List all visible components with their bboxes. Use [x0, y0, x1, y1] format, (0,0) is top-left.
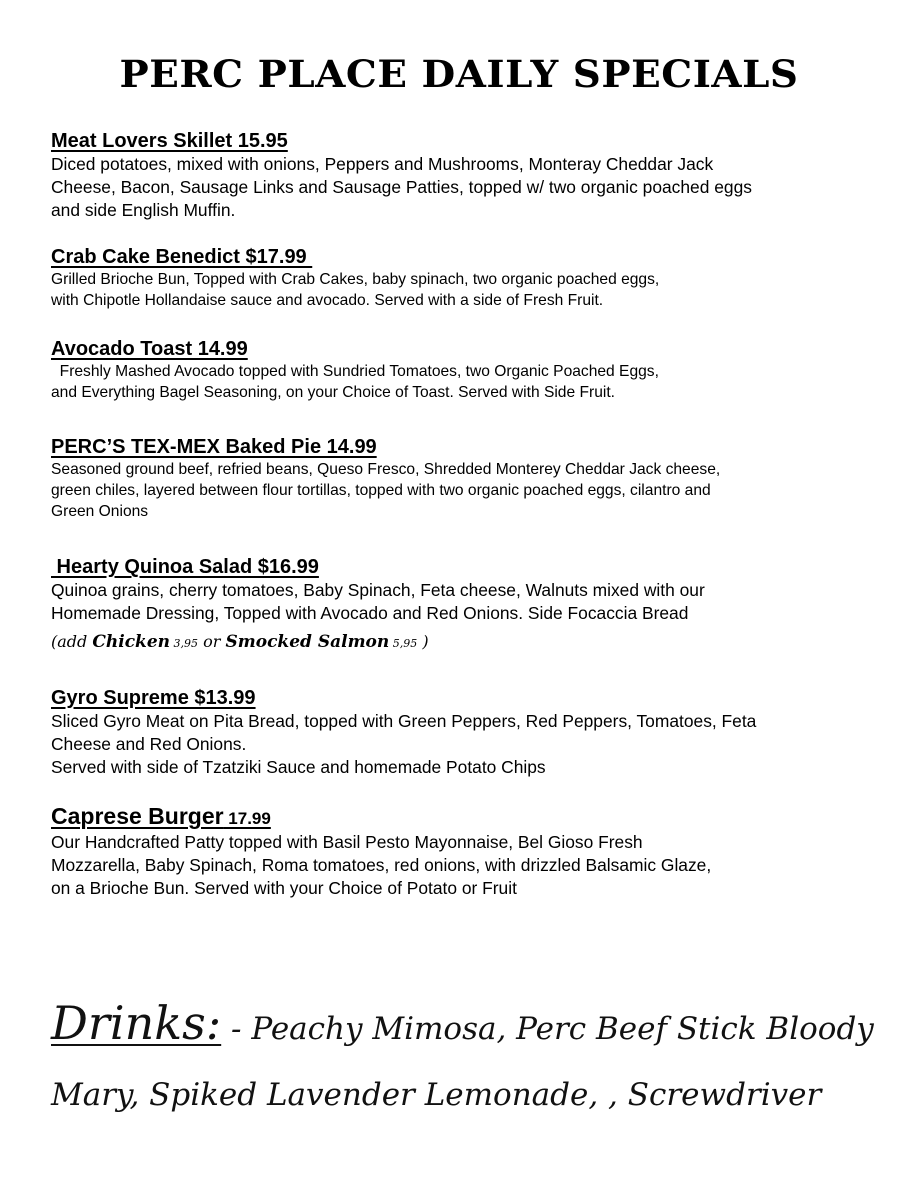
drinks-list-part-1: - Peachy Mimosa, Perc Beef Stick Bloody: [221, 1011, 874, 1047]
drinks-line-1: [51, 990, 891, 1062]
addon-salmon-price: 5,95: [389, 637, 418, 650]
item-title: Meat Lovers Skillet 15.95: [51, 130, 288, 152]
menu-item-avocado-toast: [51, 337, 881, 403]
item-title: Crab Cake Benedict $17.99: [51, 246, 313, 268]
page-title: PERC PLACE DAILY SPECIALS: [119, 52, 799, 96]
description-line: Sliced Gyro Meat on Pita Bread, topped with Green Peppers, Red Peppers, Tomatoes, Feta: [51, 711, 757, 731]
menu-item-hearty-quinoa-salad: [51, 555, 881, 657]
item-description: [51, 153, 881, 222]
item-addon-options: (add Chicken 3,95 or Smocked Salmon 5,95 ): [51, 632, 429, 652]
description-line: Served with side of Tzatziki Sauce and homemade Potato Chips: [51, 757, 546, 777]
drinks-label: Drinks:: [51, 996, 222, 1050]
item-title: [51, 804, 271, 831]
item-name: Caprese Burger: [51, 803, 224, 829]
item-title: PERC’S TEX-MEX Baked Pie 14.99: [51, 436, 377, 458]
item-description: [51, 579, 881, 625]
item-description: [51, 269, 881, 311]
description-line: Homemade Dressing, Topped with Avocado and Red Onions. Side Focaccia Bread: [51, 603, 689, 623]
description-line: and side English Muffin.: [51, 200, 236, 220]
item-description: [51, 459, 881, 522]
item-title: Gyro Supreme $13.99: [51, 687, 256, 709]
item-price: 17.99: [223, 809, 271, 828]
description-line: Green Onions: [51, 503, 149, 520]
description-line: Our Handcrafted Patty topped with Basil Pesto Mayonnaise, Bel Gioso Fresh: [51, 832, 643, 852]
description-line: Cheese and Red Onions.: [51, 734, 247, 754]
menu-item-meat-lovers-skillet: [51, 129, 881, 222]
description-line: Quinoa grains, cherry tomatoes, Baby Spinach, Feta cheese, Walnuts mixed with our: [51, 580, 705, 600]
description-line: Mozzarella, Baby Spinach, Roma tomatoes, red onions, with drizzled Balsamic Glaze,: [51, 855, 712, 875]
addon-chicken-price: 3,95: [170, 637, 199, 650]
menu-item-crab-cake-benedict: [51, 245, 881, 311]
menu-item-caprese-burger: [51, 804, 881, 900]
item-description: [51, 710, 881, 779]
drinks-section: [51, 990, 891, 1128]
menu-item-tex-mex-baked-pie: [51, 435, 881, 522]
description-line: and Everything Bagel Seasoning, on your Choice of Toast. Served with Side Fruit.: [51, 384, 616, 401]
item-title: Hearty Quinoa Salad $16.99: [51, 556, 319, 578]
description-line: with Chipotle Hollandaise sauce and avocado. Served with a side of Fresh Fruit.: [51, 292, 604, 309]
description-line: Diced potatoes, mixed with onions, Peppers and Mushrooms, Monteray Cheddar Jack: [51, 154, 714, 174]
description-line: Cheese, Bacon, Sausage Links and Sausage Patties, topped w/ two organic poached eggs: [51, 177, 752, 197]
description-line: Seasoned ground beef, refried beans, Queso Fresco, Shredded Monterey Cheddar Jack cheese,: [51, 461, 721, 478]
addon-chicken: Chicken: [92, 632, 171, 652]
item-description: [51, 361, 881, 403]
addon-salmon: Smocked Salmon: [225, 632, 390, 652]
description-line: on a Brioche Bun. Served with your Choice of Potato or Fruit: [51, 878, 517, 898]
menu-item-gyro-supreme: [51, 686, 881, 779]
item-description: [51, 831, 881, 900]
drinks-list-part-2: Mary, Spiked Lavender Lemonade, , Screwdriver: [51, 1077, 822, 1113]
item-title: Avocado Toast 14.99: [51, 338, 248, 360]
description-line: green chiles, layered between flour tortillas, topped with two organic poached eggs, cilantro and: [51, 482, 711, 499]
description-line: Freshly Mashed Avocado topped with Sundried Tomatoes, two Organic Poached Eggs,: [51, 363, 659, 380]
description-line: Grilled Brioche Bun, Topped with Crab Cakes, baby spinach, two organic poached eggs,: [51, 271, 660, 288]
